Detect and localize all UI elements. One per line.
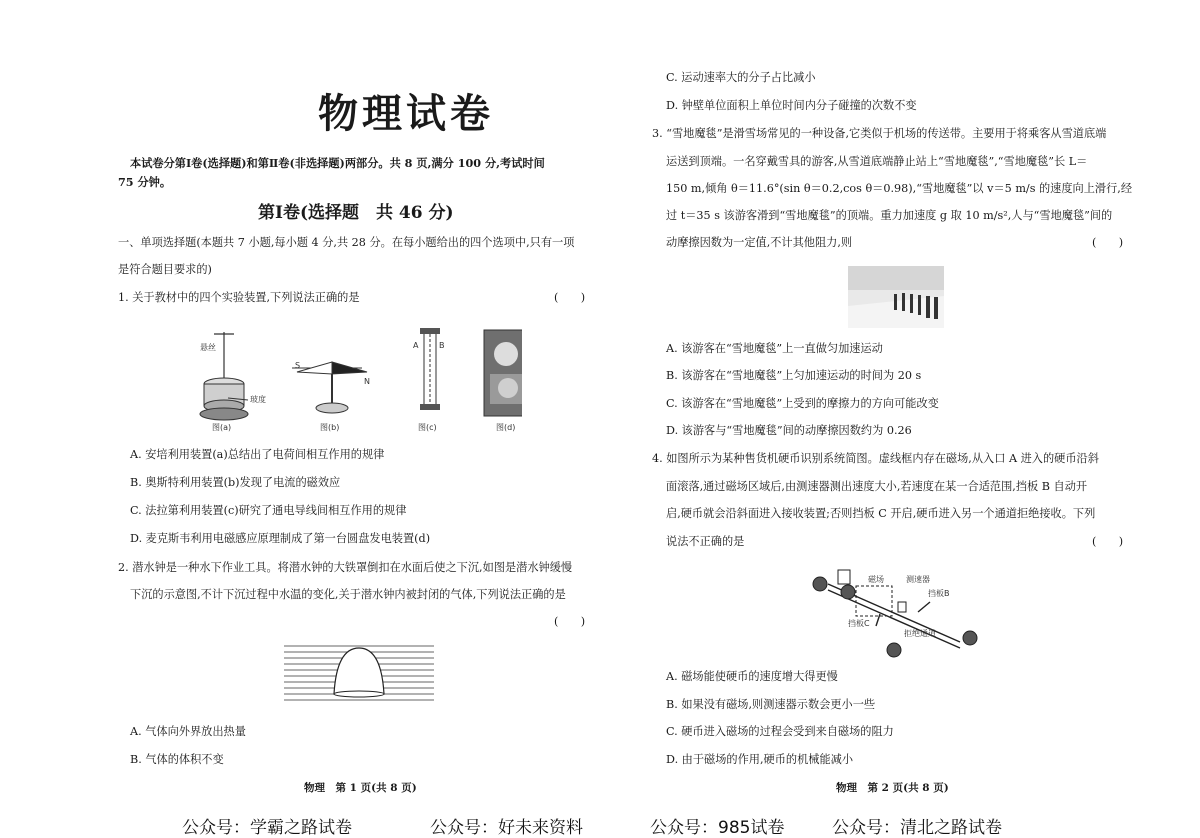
q3-option-d: D. 该游客与“雪地魔毯”间的动摩擦因数约为 0.26 bbox=[666, 424, 912, 437]
q4-line-1: 4. 如图所示为某种售货机硬币识别系统简图。虚线框内存在磁场,从入口 A 进入的硬币沿斜 bbox=[652, 452, 1099, 465]
watermark-3: 公众号：985试卷 bbox=[650, 818, 785, 838]
fig-a-side-label: 玻度 bbox=[250, 395, 266, 404]
intro-line-1: 本试卷分第Ⅰ卷(选择题)和第Ⅱ卷(非选择题)两部分。共 8 页,满分 100 分,考试时间 bbox=[130, 156, 545, 170]
q2-option-b: B. 气体的体积不变 bbox=[130, 753, 224, 766]
q4-option-b: B. 如果没有磁场,则测速器示数会更小一些 bbox=[666, 698, 876, 711]
q1-stem: 1. 关于教材中的四个实验装置,下列说法正确的是 bbox=[118, 291, 360, 304]
coin-system-diagram bbox=[810, 562, 980, 658]
q1-option-d: D. 麦克斯韦利用电磁感应原理制成了第一台圆盘发电装置(d) bbox=[130, 532, 431, 545]
figure-b-compass bbox=[292, 361, 370, 432]
speed-meter-label: 测速器 bbox=[906, 575, 930, 584]
fig-b-caption: 图(b) bbox=[320, 423, 340, 432]
fig-b-n-label: N bbox=[364, 377, 370, 386]
q2-option-d: D. 钟壁单位面积上单位时间内分子碰撞的次数不变 bbox=[666, 99, 917, 112]
q4-line-4: 说法不正确的是 bbox=[666, 535, 745, 548]
watermark-1: 公众号：学霸之路试卷 bbox=[182, 818, 352, 838]
q2-answer-paren: ( ) bbox=[554, 615, 586, 628]
q3-line-2: 运送到顶端。一名穿戴雪具的游客,从雪道底端静止站上“雪地魔毯”,“雪地魔毯”长 L＝ bbox=[666, 155, 1088, 168]
watermark-4: 公众号：清北之路试卷 bbox=[832, 818, 1002, 838]
fig-c-caption: 图(c) bbox=[418, 423, 437, 432]
part-heading-2: 是符合题目要求的) bbox=[118, 263, 212, 276]
q3-answer-paren: ( ) bbox=[1092, 236, 1124, 249]
q3-line-5: 动摩擦因数为一定值,不计其他阻力,则 bbox=[666, 236, 853, 249]
figure-c-parallel-wires bbox=[413, 328, 445, 432]
board-b-label: 挡板B bbox=[928, 589, 950, 598]
q2-stem-1: 2. 潜水钟是一种水下作业工具。将潜水钟的大铁罩倒扣在水面后使之下沉,如图是潜水钟缓慢 bbox=[118, 561, 573, 574]
board-c-label: 挡板C bbox=[848, 619, 870, 628]
fig-d-caption: 图(d) bbox=[496, 423, 516, 432]
figure-a-torsion-balance bbox=[200, 332, 266, 432]
fig-c-a-label: A bbox=[413, 341, 419, 350]
page-2-footer: 物理 第 2 页(共 8 页) bbox=[836, 782, 949, 794]
q4-line-3: 启,硬币就会沿斜面进入接收装置;否则挡板 C 开启,硬币进入另一个通道拒绝接收。下列 bbox=[666, 507, 1096, 520]
q3-line-4: 过 t＝35 s 该游客滑到“雪地魔毯”的顶端。重力加速度 g 取 10 m/s²,人与“雪地魔毯”间的 bbox=[666, 209, 1113, 222]
fig-a-top-label: 悬丝 bbox=[200, 343, 216, 352]
q1-option-b: B. 奥斯特利用装置(b)发现了电流的磁效应 bbox=[130, 476, 341, 489]
reject-channel-label: 拒绝通道 bbox=[904, 629, 936, 638]
page-1-footer: 物理 第 1 页(共 8 页) bbox=[304, 782, 417, 794]
q3-option-a: A. 该游客在“雪地魔毯”上一直做匀加速运动 bbox=[666, 342, 883, 355]
magnet-label: 磁场 bbox=[868, 575, 884, 584]
q2-option-a: A. 气体向外界放出热量 bbox=[130, 725, 246, 738]
watermark-2: 公众号：好未来资料 bbox=[430, 818, 583, 838]
part-heading-1: 一、单项选择题(本题共 7 小题,每小题 4 分,共 28 分。在每小题给出的四个选项中,只有一项 bbox=[118, 236, 575, 249]
diving-bell-figure bbox=[284, 640, 434, 702]
q3-option-c: C. 该游客在“雪地魔毯”上受到的摩擦力的方向可能改变 bbox=[666, 397, 939, 410]
q4-line-2: 面滚落,通过磁场区域后,由测速器测出速度大小,若速度在某一合适范围,挡板 B 自动开 bbox=[666, 480, 1088, 493]
intro-line-2: 75 分钟。 bbox=[118, 175, 172, 189]
q4-option-d: D. 由于磁场的作用,硬币的机械能减小 bbox=[666, 753, 854, 766]
section-title: 第Ⅰ卷(选择题 共 46 分) bbox=[258, 203, 454, 223]
exam-title: 物理试卷 bbox=[318, 90, 494, 137]
fig-b-s-label: S bbox=[295, 361, 301, 370]
q1-option-c: C. 法拉第利用装置(c)研究了通电导线间相互作用的规律 bbox=[130, 504, 407, 517]
q4-option-a: A. 磁场能使硬币的速度增大得更慢 bbox=[666, 670, 838, 683]
q1-option-a: A. 安培利用装置(a)总结出了电荷间相互作用的规律 bbox=[130, 448, 385, 461]
q4-option-c: C. 硬币进入磁场的过程会受到来自磁场的阻力 bbox=[666, 725, 894, 738]
q1-answer-paren: ( ) bbox=[554, 291, 586, 304]
figure-d-disc-generator bbox=[484, 330, 522, 432]
q3-option-b: B. 该游客在“雪地魔毯”上匀加速运动的时间为 20 s bbox=[666, 369, 922, 382]
q3-line-1: 3. “雪地魔毯”是滑雪场常见的一种设备,它类似于机场的传送带。主要用于将乘客从雪道底端 bbox=[652, 127, 1107, 140]
snow-carpet-photo bbox=[848, 266, 944, 328]
q2-stem-2: 下沉的示意图,不计下沉过程中水温的变化,关于潜水钟内被封闭的气体,下列说法正确的是 bbox=[130, 588, 566, 601]
fig-a-caption: 图(a) bbox=[212, 423, 232, 432]
q2-option-c: C. 运动速率大的分子占比减小 bbox=[666, 71, 816, 84]
q4-answer-paren: ( ) bbox=[1092, 535, 1124, 548]
fig-c-b-label: B bbox=[439, 341, 445, 350]
q1-figures bbox=[192, 324, 522, 436]
q3-line-3: 150 m,倾角 θ＝11.6°(sin θ＝0.2,cos θ＝0.98),“雪地魔毯”以 v＝5 m/s 的速度向上滑行,经 bbox=[666, 182, 1133, 195]
